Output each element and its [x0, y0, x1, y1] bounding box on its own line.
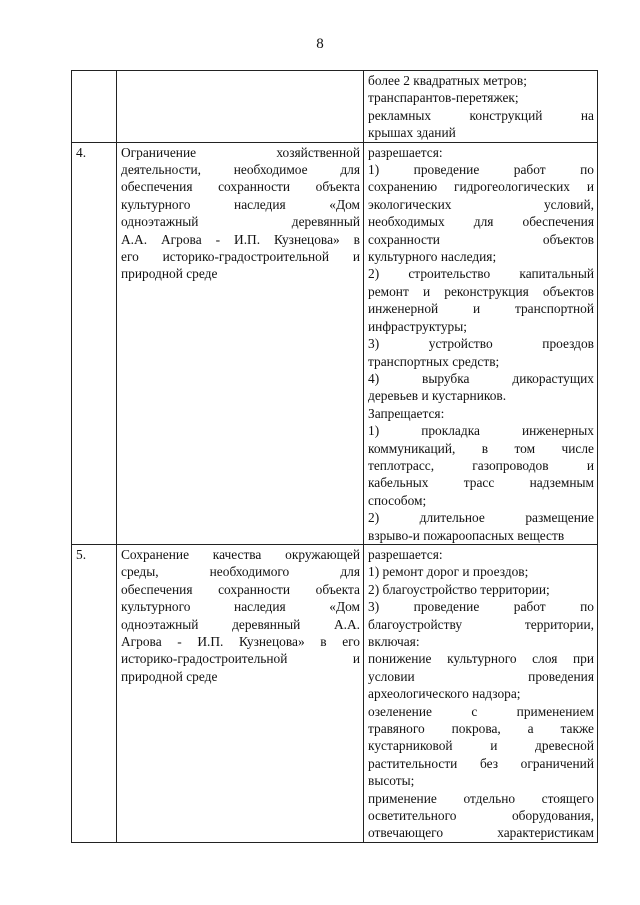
regulations-cell	[364, 71, 598, 143]
text-line: природной среде	[121, 668, 218, 684]
text-line: растительности без ограничений	[368, 755, 594, 771]
text-line: его историко-градостроительной и	[121, 249, 360, 265]
text-line: 4) вырубка дикорастущих	[368, 370, 594, 386]
text-line: разрешается:	[368, 144, 443, 160]
text-line: 1) проведение работ по	[368, 162, 594, 178]
text-line: необходимых для обеспечения	[368, 214, 594, 230]
text-line: высоты;	[368, 773, 415, 789]
row-number-cell	[72, 71, 117, 143]
text-line: травяного покрова, а также	[368, 721, 594, 737]
text-line: сохранению гидрогеологических и	[368, 179, 594, 195]
text-line: отвечающего характеристикам	[368, 825, 594, 841]
text-line: благоустройству территории,	[368, 616, 594, 632]
text-line: 2) строительство капитальный	[368, 266, 594, 282]
text-line: применение отдельно стоящего	[368, 790, 594, 806]
text-line: ремонт и реконструкция объектов	[368, 283, 594, 299]
table-row	[72, 544, 598, 842]
restriction-name-cell	[117, 71, 364, 143]
text-line: рекламных конструкций на	[368, 107, 594, 123]
text-line: сохранности объектов	[368, 231, 594, 247]
text-line: историко-градостроительной и	[121, 651, 360, 667]
regulations-cell	[364, 142, 598, 544]
text-line: природной среде	[121, 266, 218, 282]
regulations-cell	[364, 544, 598, 842]
text-line: экологических условий,	[368, 196, 594, 212]
text-line: археологического надзора;	[368, 686, 521, 702]
text-line: Агрова - И.П. Кузнецова» в его	[121, 634, 360, 649]
text-line: Ограничение хозяйственной	[121, 144, 360, 160]
text-line: разрешается:	[368, 546, 443, 562]
text-line: включая:	[368, 634, 420, 649]
text-line: более 2 квадратных метров;	[368, 73, 527, 88]
text-line: теплотрасс, газопроводов и	[368, 457, 594, 473]
regulation-text	[368, 72, 594, 142]
text-line: Запрещается:	[368, 405, 445, 421]
regulations-table	[71, 70, 598, 843]
restriction-name-cell	[117, 544, 364, 842]
text-line: обеспечения сохранности объекта	[121, 581, 360, 597]
text-line: транспарантов-перетяжек;	[368, 90, 519, 106]
text-line: 3) проведение работ по	[368, 599, 594, 615]
text-line: обеспечения сохранности объекта	[121, 179, 360, 195]
text-line: 2) длительное размещение	[368, 510, 594, 526]
text-line: способом;	[368, 492, 427, 508]
text-line: понижение культурного слоя при	[368, 651, 594, 667]
text-line: деревьев и кустарников.	[368, 388, 507, 404]
text-line: взрыво-и пожароопасных веществ	[368, 527, 565, 543]
text-line: транспортных средств;	[368, 353, 500, 369]
text-line: условии проведения	[368, 668, 594, 684]
table-row	[72, 142, 598, 544]
text-line: Сохранение качества окружающей	[121, 546, 360, 562]
text-line: озеленение с применением	[368, 703, 594, 719]
restriction-name-cell	[117, 142, 364, 544]
text-line: кабельных трасс надземным	[368, 475, 594, 491]
text-line: культурного наследия «Дом	[121, 599, 360, 615]
text-line: 1) ремонт дорог и проездов;	[368, 564, 529, 580]
table-row	[72, 71, 598, 143]
page-number: 8	[316, 36, 324, 52]
row-number-cell: 4.	[72, 142, 117, 544]
text-line: 2) благоустройство территории;	[368, 581, 550, 597]
text-line: кустарниковой и древесной	[368, 738, 594, 754]
text-line: одноэтажный деревянный	[121, 214, 360, 230]
text-line: среды, необходимого для	[121, 564, 360, 580]
text-line: деятельности, необходимое для	[121, 162, 360, 178]
text-line: коммуникаций, в том числе	[368, 440, 594, 456]
row-number-cell: 5.	[72, 544, 117, 842]
text-line: инфраструктуры;	[368, 318, 467, 334]
text-line: А.А. Агрова - И.П. Кузнецова» в	[121, 231, 360, 247]
text-line: культурного наследия «Дом	[121, 196, 360, 212]
text-line: культурного наследия;	[368, 249, 497, 265]
text-line: крышах зданий	[368, 125, 456, 141]
text-line: 3) устройство проездов	[368, 336, 594, 352]
text-line: 1) прокладка инженерных	[368, 423, 594, 439]
text-line: инженерной и транспортной	[368, 301, 594, 317]
text-line: одноэтажный деревянный А.А.	[121, 616, 360, 632]
text-line: осветительного оборудования,	[368, 808, 594, 824]
